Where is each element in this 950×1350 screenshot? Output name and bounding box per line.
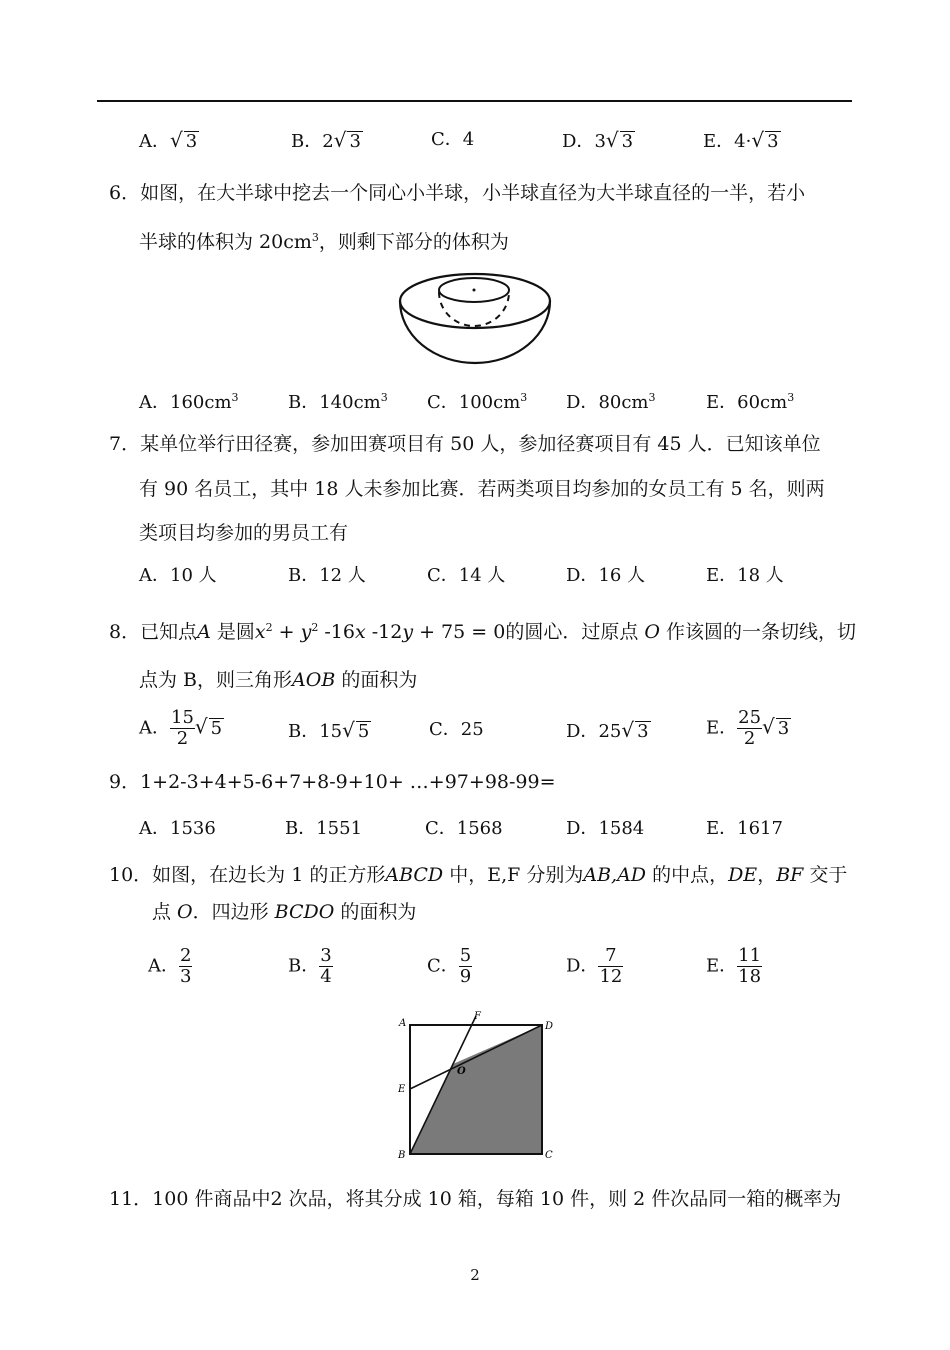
q10-option-a[interactable]: A． $\frac{2}{3}$ (148, 945, 192, 987)
center-dot (473, 289, 476, 292)
q9-option-a[interactable]: A．1536 (139, 818, 216, 839)
q10-stem-line2: 点 O．四边形 BCDO 的面积为 (152, 901, 417, 923)
q8-option-a[interactable]: A． $\frac{15}{2}$ √ 5 (139, 707, 223, 749)
q8-stem-line2: 点为 B，则三角形AOB 的面积为 (139, 669, 418, 691)
q5-option-e[interactable]: E．4·√ 3 (703, 128, 779, 152)
q5-option-c[interactable]: C．4 (431, 129, 475, 150)
q5-option-d[interactable]: D．3√ 3 (562, 128, 634, 152)
q9-option-b[interactable]: B．1551 (285, 818, 363, 839)
q5-option-b[interactable]: B．2√ 3 (291, 128, 361, 152)
q11-stem-line1: 11．100 件商品中2 次品，将其分成 10 箱，每箱 10 件，则 2 件次品同一箱的概率为 (109, 1188, 842, 1210)
shaded-bcdo (410, 1025, 542, 1154)
q6-option-b[interactable]: B．$140cm^3$ (288, 391, 388, 413)
label-o: O (457, 1066, 466, 1077)
label-a: A (399, 1018, 407, 1029)
q7-option-e[interactable]: E．18 人 (706, 565, 784, 586)
label-c: C (545, 1150, 553, 1161)
q6-option-d[interactable]: D．$80cm^3$ (566, 391, 656, 413)
q7-option-a[interactable]: A．10 人 (139, 565, 217, 586)
q6-stem-line1: 6．如图，在大半球中挖去一个同心小半球，小半球直径为大半球直径的一半，若小 (109, 182, 806, 204)
label-d: D (545, 1021, 554, 1032)
q9-option-e[interactable]: E．1617 (706, 818, 783, 839)
label-e: E (398, 1084, 406, 1095)
q8-option-c[interactable]: C．25 (429, 719, 484, 740)
q5-option-a[interactable]: A．√ 3 (139, 128, 198, 152)
q7-option-d[interactable]: D．16 人 (566, 565, 646, 586)
q7-option-c[interactable]: C．14 人 (427, 565, 506, 586)
label-f: F (474, 1011, 481, 1022)
q7-stem-line2: 有 90 名员工，其中 18 人未参加比赛．若两类项目均参加的女员工有 5 名，则两 (139, 478, 825, 500)
q6-option-e[interactable]: E．$60cm^3$ (706, 391, 795, 413)
q7-option-b[interactable]: B．12 人 (288, 565, 366, 586)
q6-option-a[interactable]: A．$160cm^3$ (139, 391, 239, 413)
q9-option-c[interactable]: C．1568 (425, 818, 503, 839)
q10-stem-line1: 10．如图，在边长为 1 的正方形ABCD 中，E,F 分别为AB,AD 的中点，DE，BF 交于 (109, 864, 848, 886)
page-number: 2 (470, 1266, 480, 1284)
outer-bowl (400, 301, 550, 363)
q10-option-d[interactable]: D． $\frac{7}{12}$ (566, 945, 623, 987)
q8-stem-line1: 8．已知点A 是圆$x^2 + y^2$ -16x -12y + 75 = 0的圆心．过原点 O 作该圆的一条切线，切 (109, 621, 856, 643)
inner-bowl-hidden (439, 292, 509, 326)
q8-option-b[interactable]: B．15√ 5 (288, 718, 370, 742)
q6-stem-line2: 半球的体积为 $20cm^3$，则剩下部分的体积为 (139, 231, 509, 253)
q9-option-d[interactable]: D．1584 (566, 818, 645, 839)
q10-option-e[interactable]: E． $\frac{11}{18}$ (706, 945, 762, 987)
q7-stem-line1: 7．某单位举行田径赛，参加田赛项目有 50 人，参加径赛项目有 45 人．已知该单位 (109, 433, 821, 455)
outer-rim-front (400, 301, 550, 328)
q10-option-b[interactable]: B． $\frac{3}{4}$ (288, 945, 332, 987)
q9-stem-line1: 9．1+2-3+4+5-6+7+8-9+10+ …+97+98-99= (109, 771, 556, 793)
q8-option-e[interactable]: E． $\frac{25}{2}$ √ 3 (706, 707, 790, 749)
q10-option-c[interactable]: C． $\frac{5}{9}$ (427, 945, 472, 987)
hemisphere-figure (395, 263, 555, 368)
q8-option-d[interactable]: D．25√ 3 (566, 718, 649, 742)
square-figure (390, 1008, 560, 1163)
q7-stem-line3: 类项目均参加的男员工有 (139, 522, 349, 544)
header-rule (97, 100, 852, 102)
label-b: B (398, 1150, 406, 1161)
q6-option-c[interactable]: C．$100cm^3$ (427, 391, 528, 413)
